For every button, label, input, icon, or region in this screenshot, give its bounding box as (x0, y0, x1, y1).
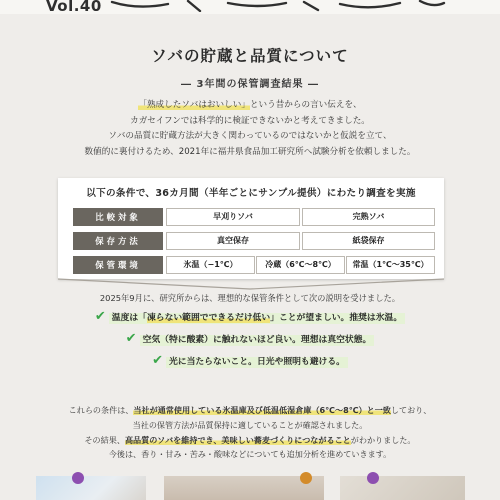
conclusion-line: これらの条件は、当社が通常使用している氷温庫及び低温低湿倉庫（6℃〜8℃）と一致しており、 (68, 405, 432, 415)
condition-row-comparison (73, 208, 435, 226)
conclusion-line: 当社の保管方法が品質保持に適していることが確認されました。 (132, 419, 368, 430)
conclusion-line: 今後は、香り・甘み・苦み・酸味などについても追加分析を進めていきます。 (108, 449, 392, 460)
conditions-title: 以下の条件で、36カ月間（半年ごとにサンプル提供）にわたり調査を実施 (86, 188, 416, 199)
check-icon: ✔ (94, 309, 106, 324)
condition-cell: 完熟ソバ (302, 208, 435, 226)
condition-cell: 真空保存 (166, 232, 300, 250)
pushpin-icon (367, 472, 379, 484)
brush-title-graphic (108, 0, 448, 12)
pushpin-icon (72, 472, 84, 484)
chevron-down-icon (0, 276, 500, 292)
results-lead: 2025年9月に、研究所からは、理想的な保管条件として次の説明を受けました。 (99, 293, 401, 303)
condition-cell: 早刈りソバ (166, 208, 300, 226)
intro-line: ソバの品質に貯蔵方法が大きく関わっているのではないかと仮説を立て、 (108, 131, 392, 142)
row-label: 比較対象 (73, 208, 163, 226)
condition-cell: 常温（1℃〜35℃） (346, 256, 435, 274)
row-label: 保管環境 (73, 256, 163, 274)
check-icon: ✔ (125, 331, 137, 346)
storage-photo (340, 476, 465, 500)
intro-line: 「熟成したソバはおいしい」という昔からの言い伝えを、 (138, 100, 362, 110)
conclusion-line: その結果、高品質のソバを維持でき、美味しい蕎麦づくりにつながることがわかりました。 (84, 434, 416, 445)
row-label: 保存方法 (73, 232, 163, 250)
pushpin-icon (300, 472, 312, 484)
condition-row-storage (73, 232, 435, 250)
finding-temperature: ✔ 温度は「凍らない範囲でできるだけ低い」ことが望ましい。推奨は氷温。 (0, 309, 500, 324)
finding-air: ✔ 空気（特に酸素）に触れないほど良い。理想は真空状態。 (0, 331, 500, 346)
conclusion-paragraph (0, 403, 500, 462)
page-title: ソバの貯蔵と品質について (151, 47, 349, 65)
condition-cell: 紙袋保存 (302, 232, 435, 250)
volume-number: Vol.40 (46, 0, 102, 15)
storage-photo (36, 476, 146, 500)
intro-line: カガセイフンでは科学的に検証できないかと考えてきました。 (130, 115, 370, 126)
check-icon: ✔ (152, 353, 163, 368)
condition-cell: 冷蔵（6℃〜8℃） (256, 256, 345, 274)
condition-row-environment (73, 256, 435, 274)
conditions-card (58, 178, 444, 279)
page-subtitle: ― 3年間の保管調査結果 ― (181, 79, 319, 90)
intro-line: 数値的に裏付けるため、2021年に福井県食品加工研究所へ試験分析を依頼しました。 (84, 146, 416, 157)
intro-paragraph (0, 98, 500, 160)
finding-light: ✔ 光に当たらないこと。日光や照明も避ける。 (0, 353, 500, 368)
condition-cell: 氷温（−1℃） (166, 256, 255, 274)
